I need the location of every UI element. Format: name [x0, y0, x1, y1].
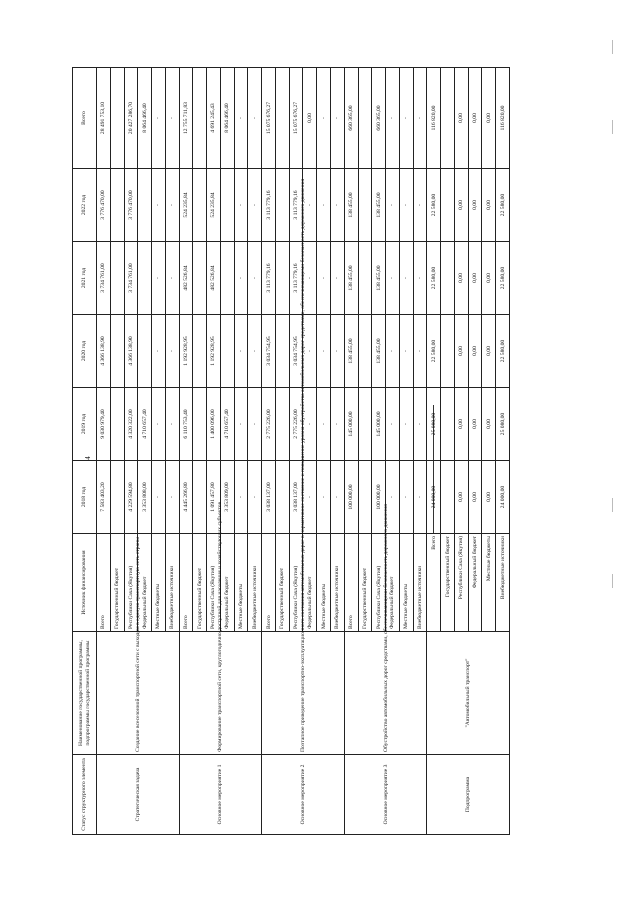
value-cell-2021 [275, 242, 289, 315]
value-cell-2019: - [248, 388, 262, 461]
header-total: Всего [73, 68, 97, 169]
value-cell-2020: - [152, 315, 166, 388]
value-cell-total [275, 68, 289, 169]
value-cell-2020: 138 455,00 [344, 315, 358, 388]
financing-table [72, 67, 510, 835]
value-cell-2018: 3 353 808,00 [138, 461, 152, 534]
value-cell-2020: - [331, 315, 345, 388]
value-cell-2018 [275, 461, 289, 534]
header-year-2020: 2020 год [73, 315, 97, 388]
value-cell-2019: 6 110 753,40 [179, 388, 193, 461]
value-cell-2022: 3 776 470,00 [124, 169, 138, 242]
value-cell-2018 [110, 461, 124, 534]
value-cell-2022: 0,00 [468, 169, 482, 242]
value-cell-2019: - [165, 388, 179, 461]
value-cell-2022 [275, 169, 289, 242]
value-cell-total: 8 064 466,40 [138, 68, 152, 169]
value-cell-2021: 482 526,84 [207, 242, 221, 315]
value-cell-2019 [110, 388, 124, 461]
header-year-2022: 2022 год [73, 169, 97, 242]
value-cell-2022: 138 455,00 [372, 169, 386, 242]
value-cell-2020 [358, 315, 372, 388]
value-cell-2021: 0,00 [482, 242, 496, 315]
value-cell-2020 [138, 315, 152, 388]
value-cell-2020: - [386, 315, 400, 388]
value-cell-2022: - [152, 169, 166, 242]
value-cell-2021 [193, 242, 207, 315]
value-cell-2021: - [234, 242, 248, 315]
value-cell-2020 [110, 315, 124, 388]
value-cell-2022 [441, 169, 455, 242]
value-cell-2021: - [317, 242, 331, 315]
value-cell-2020: - [234, 315, 248, 388]
source-cell: Государственный бюджет [275, 534, 289, 632]
scan-mark [612, 574, 613, 588]
value-cell-2019: - [413, 388, 427, 461]
value-cell-total: - [317, 68, 331, 169]
value-cell-2018: 100 000,00 [344, 461, 358, 534]
value-cell-2021: 3 113 779,16 [262, 242, 276, 315]
value-cell-2022: - [165, 169, 179, 242]
value-cell-total [358, 68, 372, 169]
value-cell-2022: 0,00 [454, 169, 468, 242]
value-cell-total: - [331, 68, 345, 169]
value-cell-2022: - [386, 169, 400, 242]
value-cell-2020: - [399, 315, 413, 388]
value-cell-2022: 3 113 779,16 [262, 169, 276, 242]
value-cell-2020: - [303, 315, 317, 388]
status-cell: Подпрограмма [427, 755, 510, 835]
value-cell-2021: 138 455,00 [372, 242, 386, 315]
value-cell-2020: 1 192 928,95 [207, 315, 221, 388]
value-cell-2018: 0,00 [468, 461, 482, 534]
value-cell-2018: - [234, 461, 248, 534]
value-cell-2020 [220, 315, 234, 388]
header-year-2018: 2018 год [73, 461, 97, 534]
value-cell-2020: 0,00 [468, 315, 482, 388]
value-cell-2018 [358, 461, 372, 534]
value-cell-2021 [138, 242, 152, 315]
value-cell-2018: 4 445 266,80 [179, 461, 193, 534]
value-cell-2019: - [331, 388, 345, 461]
source-cell: Местные бюджеты [234, 534, 248, 632]
value-cell-2022 [358, 169, 372, 242]
value-cell-total: - [386, 68, 400, 169]
value-cell-2021: - [413, 242, 427, 315]
value-cell-2018: 0,00 [482, 461, 496, 534]
value-cell-2022 [138, 169, 152, 242]
value-cell-2019: 4 710 657,40 [138, 388, 152, 461]
value-cell-2020: - [248, 315, 262, 388]
value-cell-2019: - [386, 388, 400, 461]
value-cell-2021: 482 526,84 [179, 242, 193, 315]
value-cell-total: - [399, 68, 413, 169]
header-year-2021: 2021 год [73, 242, 97, 315]
value-cell-2020: 0,00 [454, 315, 468, 388]
value-cell-2022: 3 776 470,00 [97, 169, 111, 242]
table-row-total-row [262, 68, 276, 835]
value-cell-2022: 524 235,84 [179, 169, 193, 242]
value-cell-2019: 0,00 [454, 388, 468, 461]
rotated-page-region [72, 68, 510, 835]
value-cell-total: 28 491 753,10 [97, 68, 111, 169]
value-cell-2022 [193, 169, 207, 242]
value-cell-2019: 25 080,00 [496, 388, 510, 461]
value-cell-2022 [110, 169, 124, 242]
header-program-name: Наименование государственной программы, подпрограммы государственной программы [73, 632, 97, 755]
value-cell-2018: - [317, 461, 331, 534]
value-cell-2020: 138 455,00 [372, 315, 386, 388]
program-name-cell: "Автомобильный транспорт" [427, 632, 510, 755]
value-cell-2019: 0,00 [468, 388, 482, 461]
header-year-2019: 2019 год [73, 388, 97, 461]
value-cell-2022: 524 235,84 [207, 169, 221, 242]
value-cell-2018 [441, 461, 455, 534]
value-cell-2019: - [303, 388, 317, 461]
value-cell-total [110, 68, 124, 169]
status-cell: Основное мероприятие 1 [179, 755, 262, 835]
source-cell: Республики Саха (Якутия) [207, 534, 221, 632]
value-cell-2020: 3 034 754,95 [262, 315, 276, 388]
value-cell-2021: - [248, 242, 262, 315]
source-cell: Внебюджетные источники [248, 534, 262, 632]
value-cell-2019: 1 400 096,00 [207, 388, 221, 461]
source-cell: Всего [262, 534, 276, 632]
value-cell-2020 [275, 315, 289, 388]
value-cell-2019: 0,00 [482, 388, 496, 461]
value-cell-2020: 22 580,00 [496, 315, 510, 388]
value-cell-2018: - [248, 461, 262, 534]
value-cell-2018: 100 000,00 [372, 461, 386, 534]
value-cell-2019: 145 000,00 [344, 388, 358, 461]
source-cell: Всего [97, 534, 111, 632]
value-cell-2019: 2 775 226,00 [262, 388, 276, 461]
status-cell: Основное мероприятие 3 [344, 755, 427, 835]
value-cell-total: 15 075 676,27 [262, 68, 276, 169]
value-cell-2021: 0,00 [454, 242, 468, 315]
value-cell-2018: - [303, 461, 317, 534]
source-cell: Государственный бюджет [193, 534, 207, 632]
value-cell-2019 [193, 388, 207, 461]
table-row-total-row [179, 68, 193, 835]
source-cell: Федеральный бюджет [386, 534, 400, 632]
value-cell-2022: 138 455,00 [344, 169, 358, 242]
value-cell-2022: 22 580,00 [427, 169, 441, 242]
value-cell-2018: 7 583 403,20 [97, 461, 111, 534]
value-cell-2021 [220, 242, 234, 315]
scan-mark [612, 40, 613, 54]
value-cell-2018: - [386, 461, 400, 534]
value-cell-2020: - [413, 315, 427, 388]
value-cell-total: 0,00 [482, 68, 496, 169]
value-cell-2021: - [152, 242, 166, 315]
table-body [97, 68, 510, 835]
value-cell-total [193, 68, 207, 169]
status-cell: Основное мероприятие 2 [262, 755, 345, 835]
value-cell-2020: 4 366 138,90 [97, 315, 111, 388]
program-name-cell: Поэтапное приведение транспортно-эксплуатационного состояния автомобильных дорог в нормативное состояние и повышение уровня обустройства автомобильных дорог средствами, обеспечивающими безопасность дорожного движения [262, 632, 345, 755]
value-cell-2018: 4 229 594,80 [124, 461, 138, 534]
value-cell-2019: 9 030 979,40 [97, 388, 111, 461]
value-cell-2021: 3 734 761,00 [97, 242, 111, 315]
value-cell-2019: - [399, 388, 413, 461]
value-cell-total: 20 427 286,70 [124, 68, 138, 169]
value-cell-2022: 0,00 [482, 169, 496, 242]
source-cell: Государственный бюджет [358, 534, 372, 632]
table-row-total-row [344, 68, 358, 835]
value-cell-2020: - [317, 315, 331, 388]
value-cell-2022: - [317, 169, 331, 242]
value-cell-2019 [441, 388, 455, 461]
value-cell-2022: - [413, 169, 427, 242]
value-cell-total: 116 820,00 [427, 68, 441, 169]
value-cell-2019 [358, 388, 372, 461]
value-cell-2018: - [331, 461, 345, 534]
source-cell: Федеральный бюджет [220, 534, 234, 632]
value-cell-2021: - [303, 242, 317, 315]
value-cell-total: 0,00 [468, 68, 482, 169]
value-cell-2022: - [248, 169, 262, 242]
value-cell-2021 [441, 242, 455, 315]
value-cell-2022: - [303, 169, 317, 242]
value-cell-total: 8 064 466,40 [220, 68, 234, 169]
value-cell-2021: 138 455,00 [344, 242, 358, 315]
value-cell-2021 [110, 242, 124, 315]
source-cell: Внебюджетные источники [165, 534, 179, 632]
scan-mark [612, 498, 613, 512]
value-cell-2020 [441, 315, 455, 388]
value-cell-total: - [165, 68, 179, 169]
value-cell-2021: - [386, 242, 400, 315]
value-cell-total: - [248, 68, 262, 169]
program-name-cell: Обустройство автомобильных дорог средствами, обеспечивающими безопасность дорожного движения [344, 632, 427, 755]
value-cell-2020: 0,00 [482, 315, 496, 388]
value-cell-2022: - [399, 169, 413, 242]
value-cell-total: 15 075 676,27 [289, 68, 303, 169]
source-cell: Внебюджетные источники [331, 534, 345, 632]
value-cell-total [441, 68, 455, 169]
source-cell: Республики Саха (Якутия) [454, 534, 468, 632]
value-cell-total: 116 820,00 [496, 68, 510, 169]
source-cell: Федеральный бюджет [468, 534, 482, 632]
value-cell-2020 [193, 315, 207, 388]
value-cell-2018: - [399, 461, 413, 534]
value-cell-total: - [152, 68, 166, 169]
value-cell-2021: 3 734 761,00 [124, 242, 138, 315]
value-cell-2018: 3 038 137,00 [289, 461, 303, 534]
source-cell: Местные бюджеты [482, 534, 496, 632]
source-cell: Республики Саха (Якутия) [124, 534, 138, 632]
value-cell-2018: - [413, 461, 427, 534]
header-status: Статус структурного элемента [73, 755, 97, 835]
value-cell-2021: 3 113 779,16 [289, 242, 303, 315]
source-cell: Всего [427, 534, 441, 632]
value-cell-2020: 1 192 928,95 [179, 315, 193, 388]
value-cell-total: - [413, 68, 427, 169]
table-row-total-row [97, 68, 111, 835]
value-cell-total: 12 755 711,83 [179, 68, 193, 169]
header-source: Источник финансирования [73, 534, 97, 632]
rotated-content [72, 68, 510, 835]
value-cell-2022: 3 113 779,16 [289, 169, 303, 242]
value-cell-2018: 3 353 809,00 [220, 461, 234, 534]
value-cell-2018: - [165, 461, 179, 534]
source-cell: Государственный бюджет [110, 534, 124, 632]
source-cell: Республики Саха (Якутия) [289, 534, 303, 632]
source-cell: Внебюджетные источники [413, 534, 427, 632]
value-cell-2022: 22 580,00 [496, 169, 510, 242]
value-cell-total: 0,00 [303, 68, 317, 169]
value-cell-2018: 24 000,00 [427, 461, 441, 534]
value-cell-total: 4 691 245,43 [207, 68, 221, 169]
value-cell-2019: 4 710 657,40 [220, 388, 234, 461]
value-cell-2021: - [331, 242, 345, 315]
source-cell: Внебюджетные источники [496, 534, 510, 632]
source-cell: Местные бюджеты [399, 534, 413, 632]
value-cell-2021: - [165, 242, 179, 315]
value-cell-2021 [358, 242, 372, 315]
source-cell: Государственный бюджет [441, 534, 455, 632]
source-cell: Республики Саха (Якутия) [372, 534, 386, 632]
value-cell-2019: - [152, 388, 166, 461]
value-cell-2019 [275, 388, 289, 461]
source-cell: Всего [344, 534, 358, 632]
value-cell-2020: - [165, 315, 179, 388]
source-cell: Федеральный бюджет [138, 534, 152, 632]
value-cell-2018: - [152, 461, 166, 534]
program-name-cell: Формирование транспортной сети, круглогодично доступной для населения и хозяйствующих субъектов [179, 632, 262, 755]
value-cell-2022 [220, 169, 234, 242]
value-cell-2021: 22 580,00 [427, 242, 441, 315]
value-cell-2020: 3 034 754,95 [289, 315, 303, 388]
value-cell-2018: 24 000,00 [496, 461, 510, 534]
value-cell-2021: 0,00 [468, 242, 482, 315]
value-cell-2021: - [399, 242, 413, 315]
value-cell-2021: 22 580,00 [496, 242, 510, 315]
value-cell-2018: 3 038 137,00 [262, 461, 276, 534]
value-cell-2022: - [234, 169, 248, 242]
value-cell-total: 0,00 [454, 68, 468, 169]
value-cell-2019: 25 080,00 [427, 388, 441, 461]
value-cell-2018: 1 091 457,80 [207, 461, 221, 534]
value-cell-2020: 22 580,00 [427, 315, 441, 388]
value-cell-2022: - [331, 169, 345, 242]
value-cell-2020: 4 366 138,90 [124, 315, 138, 388]
table-row-total-row [427, 68, 441, 835]
program-name-cell: Создание всесезонной транспортной сети с выходом в единую транспортную сеть страны [97, 632, 180, 755]
value-cell-2019: - [234, 388, 248, 461]
value-cell-2018: 0,00 [454, 461, 468, 534]
source-cell: Местные бюджеты [152, 534, 166, 632]
value-cell-total: 660 365,00 [372, 68, 386, 169]
value-cell-total: 660 365,00 [344, 68, 358, 169]
page-number: 4 [83, 456, 92, 460]
value-cell-total: - [234, 68, 248, 169]
value-cell-2019: 4 320 322,00 [124, 388, 138, 461]
source-cell: Местные бюджеты [317, 534, 331, 632]
value-cell-2019: - [317, 388, 331, 461]
value-cell-2018 [193, 461, 207, 534]
status-cell: Стратегическая задача [97, 755, 180, 835]
source-cell: Всего [179, 534, 193, 632]
scan-mark [612, 120, 613, 134]
value-cell-2019: 2 775 226,00 [289, 388, 303, 461]
source-cell: Федеральный бюджет [303, 534, 317, 632]
value-cell-2019: 145 000,00 [372, 388, 386, 461]
